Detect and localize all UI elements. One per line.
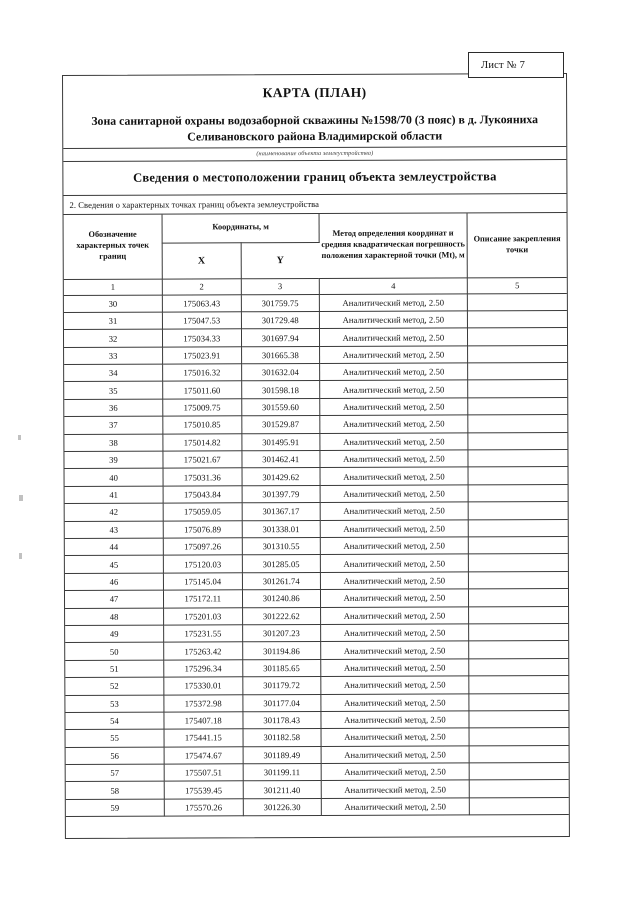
cell-y: 301211.40 xyxy=(243,781,322,799)
cell-method: Аналитический метод, 2.50 xyxy=(320,537,468,555)
cell-description xyxy=(468,467,568,485)
table-header-row-main xyxy=(64,213,567,244)
cell-method: Аналитический метод, 2.50 xyxy=(320,572,468,590)
cell-x: 175011.60 xyxy=(163,381,242,399)
table-row xyxy=(65,589,568,608)
cell-description xyxy=(467,328,567,346)
cell-point-designation: 31 xyxy=(64,312,163,330)
table-body xyxy=(64,293,569,817)
cell-method: Аналитический метод, 2.50 xyxy=(320,415,468,433)
cell-x: 175076.89 xyxy=(163,520,242,538)
cell-x: 175441.15 xyxy=(164,729,243,747)
column-number-1: 1 xyxy=(64,279,163,295)
cell-method: Аналитический метод, 2.50 xyxy=(321,624,469,642)
cell-y: 301261.74 xyxy=(242,572,321,590)
table-row xyxy=(65,623,568,642)
table-row xyxy=(65,484,568,503)
column-header-description: Описание закрепления точки xyxy=(467,213,567,278)
column-number-row xyxy=(64,277,567,295)
cell-point-designation: 30 xyxy=(64,295,163,313)
cell-y: 301495.91 xyxy=(241,433,320,451)
cell-y: 301194.86 xyxy=(242,642,321,660)
cell-y: 301697.94 xyxy=(241,329,320,347)
cell-description xyxy=(468,537,568,555)
cell-method: Аналитический метод, 2.50 xyxy=(320,502,468,520)
cell-description xyxy=(468,380,568,398)
cell-x: 175296.34 xyxy=(164,660,243,678)
cell-description xyxy=(469,797,569,815)
cell-description xyxy=(468,397,568,415)
column-number-5: 5 xyxy=(467,277,567,293)
cell-point-designation: 38 xyxy=(64,434,163,452)
cell-method: Аналитический метод, 2.50 xyxy=(320,363,468,381)
sheet-number-box xyxy=(468,52,564,78)
table-row xyxy=(65,606,568,625)
cell-method: Аналитический метод, 2.50 xyxy=(321,728,469,746)
cell-point-designation: 34 xyxy=(64,364,163,382)
cell-y: 301462.41 xyxy=(241,451,320,469)
cell-description xyxy=(468,432,568,450)
cell-point-designation: 40 xyxy=(65,469,164,487)
column-number-4: 4 xyxy=(319,277,467,294)
column-header-y: Y xyxy=(241,243,320,278)
cell-point-designation: 37 xyxy=(64,416,163,434)
cell-description xyxy=(467,345,567,363)
cell-point-designation: 53 xyxy=(65,695,164,713)
cell-x: 175043.84 xyxy=(163,486,242,504)
cell-point-designation: 43 xyxy=(65,521,164,539)
table-row xyxy=(64,345,567,364)
cell-description xyxy=(469,780,569,798)
cell-y: 301222.62 xyxy=(242,607,321,625)
cell-description xyxy=(469,693,569,711)
cell-description xyxy=(467,310,567,328)
cell-x: 175145.04 xyxy=(163,573,242,591)
cell-method: Аналитический метод, 2.50 xyxy=(319,328,467,346)
cell-method: Аналитический метод, 2.50 xyxy=(320,467,468,485)
document-title-band xyxy=(63,74,566,148)
cell-point-designation: 58 xyxy=(66,782,165,800)
cell-y: 301367.17 xyxy=(242,503,321,521)
table-row xyxy=(66,797,569,816)
cell-method: Аналитический метод, 2.50 xyxy=(321,763,469,781)
table-row xyxy=(65,710,568,729)
cell-description xyxy=(468,554,568,572)
table-row xyxy=(64,432,567,451)
cell-x: 175014.82 xyxy=(163,433,242,451)
cell-x: 175330.01 xyxy=(164,677,243,695)
cell-y: 301207.23 xyxy=(242,624,321,642)
cell-description xyxy=(468,606,568,624)
cell-y: 301559.60 xyxy=(241,398,320,416)
cell-description xyxy=(468,502,568,520)
cell-y: 301632.04 xyxy=(241,364,320,382)
section-heading: Сведения о местоположении границ объекта землеустройства xyxy=(63,160,566,196)
cell-x: 175021.67 xyxy=(163,451,242,469)
cell-y: 301240.86 xyxy=(242,590,321,608)
object-name: Зона санитарной охраны водозаборной скважины №1598/70 (3 пояс) в д. Лукояниха Селивановского района Владимирской области xyxy=(91,112,539,144)
cell-x: 175059.05 xyxy=(163,503,242,521)
cell-description xyxy=(469,658,569,676)
column-number-2: 2 xyxy=(162,278,241,294)
cell-method: Аналитический метод, 2.50 xyxy=(320,554,468,572)
cell-y: 301429.62 xyxy=(242,468,321,486)
cell-description xyxy=(467,293,567,311)
table-row xyxy=(66,745,569,764)
cell-point-designation: 56 xyxy=(66,747,165,765)
cell-method: Аналитический метод, 2.50 xyxy=(320,589,468,607)
cell-point-designation: 54 xyxy=(65,712,164,730)
table-row xyxy=(64,310,567,329)
cell-y: 301529.87 xyxy=(241,416,320,434)
cell-method: Аналитический метод, 2.50 xyxy=(321,676,469,694)
cell-point-designation: 39 xyxy=(64,451,163,469)
cell-method: Аналитический метод, 2.50 xyxy=(321,711,469,729)
cell-x: 175570.26 xyxy=(164,799,243,817)
cell-point-designation: 59 xyxy=(66,799,165,817)
scan-artifact xyxy=(18,435,21,440)
cell-x: 175063.43 xyxy=(162,294,241,312)
cell-x: 175016.32 xyxy=(163,364,242,382)
cell-y: 301178.43 xyxy=(242,711,321,729)
cell-x: 175201.03 xyxy=(164,607,243,625)
cell-description xyxy=(469,763,569,781)
scan-artifact xyxy=(19,553,22,559)
cell-y: 301285.05 xyxy=(242,555,321,573)
cell-method: Аналитический метод, 2.50 xyxy=(320,433,468,451)
cell-method: Аналитический метод, 2.50 xyxy=(319,293,467,311)
cell-y: 301338.01 xyxy=(242,520,321,538)
column-header-coordinates: Координаты, м xyxy=(162,214,319,244)
cell-x: 175263.42 xyxy=(164,642,243,660)
cell-point-designation: 55 xyxy=(66,729,165,747)
cell-x: 175031.36 xyxy=(163,468,242,486)
cell-x: 175474.67 xyxy=(164,746,243,764)
table-row xyxy=(65,502,568,521)
table-row xyxy=(65,658,568,677)
cell-y: 301729.48 xyxy=(241,311,320,329)
table-row xyxy=(64,397,567,416)
cell-method: Аналитический метод, 2.50 xyxy=(320,450,468,468)
cell-point-designation: 49 xyxy=(65,625,164,643)
cell-description xyxy=(468,450,568,468)
table-row xyxy=(65,676,568,695)
cell-y: 301310.55 xyxy=(242,537,321,555)
table-row xyxy=(65,554,568,573)
cell-method: Аналитический метод, 2.50 xyxy=(321,641,469,659)
cell-method: Аналитический метод, 2.50 xyxy=(320,398,468,416)
table-row xyxy=(65,571,568,590)
table-row xyxy=(66,780,569,799)
table-row xyxy=(64,415,567,434)
table-row xyxy=(64,380,567,399)
table-row xyxy=(65,537,568,556)
cell-point-designation: 51 xyxy=(65,660,164,678)
cell-y: 301199.11 xyxy=(243,764,322,782)
cell-point-designation: 32 xyxy=(64,329,163,347)
cell-description xyxy=(469,728,569,746)
cell-description xyxy=(468,484,568,502)
table-row xyxy=(65,693,568,712)
cell-point-designation: 36 xyxy=(64,399,163,417)
cell-point-designation: 50 xyxy=(65,642,164,660)
cell-description xyxy=(469,676,569,694)
cell-description xyxy=(468,415,568,433)
scan-artifact xyxy=(19,495,23,501)
cell-y: 301182.58 xyxy=(243,729,322,747)
cell-description xyxy=(468,589,568,607)
cell-method: Аналитический метод, 2.50 xyxy=(321,659,469,677)
cell-point-designation: 33 xyxy=(64,347,163,365)
column-header-method: Метод определения координат и средняя квадратическая погрешность положения характерной точки (Мt), м xyxy=(319,213,467,278)
cell-method: Аналитический метод, 2.50 xyxy=(321,780,469,798)
cell-method: Аналитический метод, 2.50 xyxy=(320,485,468,503)
cell-y: 301665.38 xyxy=(241,346,320,364)
column-header-x: X xyxy=(162,243,241,278)
cell-method: Аналитический метод, 2.50 xyxy=(321,693,469,711)
table-row xyxy=(64,363,567,382)
cell-description xyxy=(468,571,568,589)
cell-description xyxy=(469,641,569,659)
cell-y: 301179.72 xyxy=(242,677,321,695)
cell-point-designation: 48 xyxy=(65,608,164,626)
column-number-3: 3 xyxy=(241,278,320,294)
column-header-point-designation: Обозначение характерных точек границ xyxy=(64,214,163,279)
cell-x: 175010.85 xyxy=(163,416,242,434)
cell-description xyxy=(469,710,569,728)
page-title: КАРТА (ПЛАН) xyxy=(262,84,367,101)
cell-point-designation: 35 xyxy=(64,382,163,400)
cell-method: Аналитический метод, 2.50 xyxy=(320,380,468,398)
cell-x: 175407.18 xyxy=(164,712,243,730)
cell-point-designation: 57 xyxy=(66,764,165,782)
cell-x: 175009.75 xyxy=(163,399,242,417)
cell-y: 301189.49 xyxy=(243,746,322,764)
object-name-caption: (наименование объекта землеустройства) xyxy=(63,147,566,162)
cell-method: Аналитический метод, 2.50 xyxy=(319,311,467,329)
cell-description xyxy=(467,363,567,381)
cell-point-designation: 42 xyxy=(65,503,164,521)
cell-description xyxy=(468,519,568,537)
cell-method: Аналитический метод, 2.50 xyxy=(320,346,468,364)
table-row xyxy=(64,293,567,312)
sheet-number-label: Лист № 7 xyxy=(481,59,526,71)
table-row xyxy=(66,728,569,747)
cell-point-designation: 46 xyxy=(65,573,164,591)
table-row xyxy=(65,467,568,486)
cell-y: 301177.04 xyxy=(242,694,321,712)
cell-x: 175034.33 xyxy=(163,329,242,347)
cell-x: 175172.11 xyxy=(164,590,243,608)
cell-x: 175372.98 xyxy=(164,694,243,712)
cell-point-designation: 41 xyxy=(65,486,164,504)
cell-description xyxy=(469,745,569,763)
table-header xyxy=(64,213,567,295)
cell-x: 175047.53 xyxy=(162,312,241,330)
cell-method: Аналитический метод, 2.50 xyxy=(321,606,469,624)
cell-point-designation: 44 xyxy=(65,538,164,556)
cell-point-designation: 45 xyxy=(65,555,164,573)
cell-point-designation: 47 xyxy=(65,590,164,608)
cell-x: 175507.51 xyxy=(164,764,243,782)
cell-x: 175539.45 xyxy=(164,781,243,799)
table-row xyxy=(65,641,568,660)
cell-y: 301185.65 xyxy=(242,659,321,677)
table-row xyxy=(66,763,569,782)
cell-description xyxy=(468,623,568,641)
cell-point-designation: 52 xyxy=(65,677,164,695)
cell-method: Аналитический метод, 2.50 xyxy=(321,746,469,764)
cell-x: 175231.55 xyxy=(164,625,243,643)
document-page xyxy=(62,73,570,839)
cell-y: 301226.30 xyxy=(243,798,322,816)
table-row xyxy=(64,450,567,469)
cell-y: 301759.75 xyxy=(241,294,320,312)
coordinates-table xyxy=(64,213,569,818)
cell-y: 301397.79 xyxy=(242,485,321,503)
table-row xyxy=(64,328,567,347)
subsection-heading: 2. Сведения о характерных точках границ объекта землеустройства xyxy=(63,194,566,215)
cell-x: 175097.26 xyxy=(163,538,242,556)
cell-method: Аналитический метод, 2.50 xyxy=(320,520,468,538)
cell-method: Аналитический метод, 2.50 xyxy=(321,798,469,816)
table-row xyxy=(65,519,568,538)
cell-y: 301598.18 xyxy=(241,381,320,399)
cell-x: 175120.03 xyxy=(163,555,242,573)
cell-x: 175023.91 xyxy=(163,346,242,364)
